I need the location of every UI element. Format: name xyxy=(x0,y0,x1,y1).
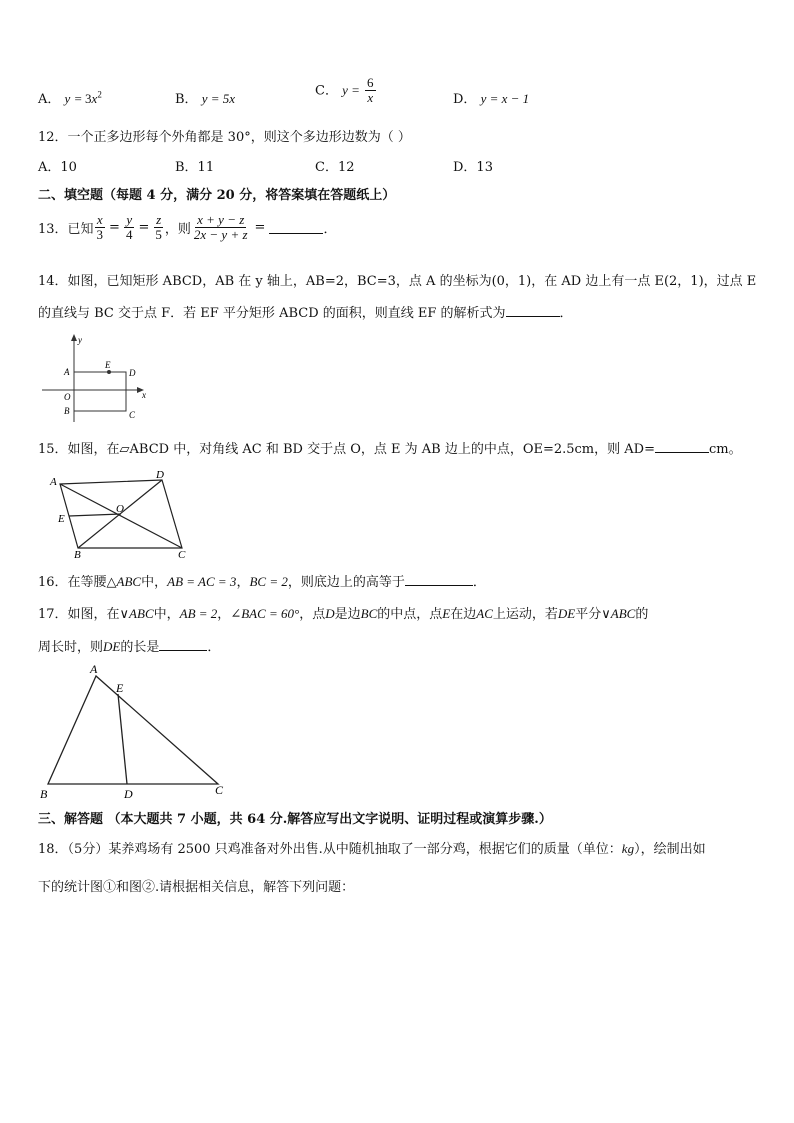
point-e xyxy=(107,370,111,374)
label-d: D xyxy=(156,470,164,481)
q18-line1-end: ），绘制出如 xyxy=(634,842,706,857)
fraction xyxy=(365,76,376,106)
fraction-denominator: x xyxy=(367,90,374,106)
q17-sep: ， xyxy=(217,607,231,622)
label-b: B xyxy=(74,549,81,560)
q12-question: 12．一个正多边形每个外角都是 30°，则这个多边形边数为（ ） xyxy=(38,130,411,145)
label-b: B xyxy=(40,787,48,800)
math-expr: y = 5x xyxy=(201,91,236,106)
label-o: O xyxy=(116,503,124,515)
fraction-denominator: 4 xyxy=(125,227,133,243)
section-heading-answers: 三、解答题 （本大题共 7 小题，共 64 分.解答应写出文字说明、证明过程或演算步骤.） xyxy=(38,812,552,827)
math-var: AC xyxy=(476,606,493,621)
label-o: O xyxy=(64,392,71,402)
label-e: E xyxy=(58,513,65,525)
answer-blank[interactable] xyxy=(405,573,473,586)
q16-end: ． xyxy=(472,575,486,590)
math-var: x xyxy=(91,91,98,106)
q18-line2: 下的统计图①和图②.请根据相关信息，解答下列问题： xyxy=(38,880,355,895)
q17-end: ． xyxy=(207,640,221,655)
label-a: A xyxy=(64,367,70,377)
q17-prefix: 17．如图，在 xyxy=(38,607,120,622)
fraction xyxy=(95,213,106,243)
q12-option-c: C．12 xyxy=(315,160,355,175)
math-expr: AB = AC = 3 xyxy=(167,574,237,589)
y-axis-arrow xyxy=(71,334,77,341)
q17-line2-prefix: 周长时，则 xyxy=(38,640,104,655)
q17-mid2: ，点 xyxy=(299,607,326,622)
q16-question xyxy=(38,571,486,590)
q12-option-b: B．11 xyxy=(175,160,215,175)
fraction xyxy=(124,213,135,243)
math-var: D xyxy=(325,606,335,621)
q17-mid1: 中， xyxy=(153,607,180,622)
q11-option-c xyxy=(315,76,377,106)
math-expr: AB = 2 xyxy=(179,606,218,621)
math-expr: △ABC xyxy=(106,574,142,589)
math-exponent: 2 xyxy=(97,89,102,100)
label-b: B xyxy=(64,406,70,416)
label-c: C xyxy=(178,549,186,560)
fraction-numerator: x + y − z xyxy=(197,212,245,227)
option-label: B． xyxy=(175,92,198,107)
math-var: E xyxy=(442,606,451,621)
q13-prefix: 13．已知 xyxy=(38,222,94,238)
equals-sign: = xyxy=(254,220,266,236)
answer-blank[interactable] xyxy=(655,440,709,453)
q14-figure xyxy=(38,332,158,426)
q17-mid3: 是边 xyxy=(334,607,361,622)
q15-end: cm。 xyxy=(708,442,742,457)
q16-mid1: 中， xyxy=(141,575,168,590)
q11-option-b xyxy=(175,88,235,107)
q11-option-a xyxy=(38,88,102,107)
math-var: y xyxy=(64,91,71,106)
rectangle-abcd xyxy=(74,372,126,411)
answer-blank[interactable] xyxy=(159,638,207,651)
answer-blank[interactable] xyxy=(269,221,323,234)
label-e: E xyxy=(105,360,111,370)
option-label: C． xyxy=(315,83,338,99)
math-expr: ∨ABC xyxy=(601,606,636,621)
label-x: x xyxy=(142,390,146,400)
math-expr: BC = 2 xyxy=(249,574,288,589)
q13-end: ． xyxy=(323,222,337,238)
label-d: D xyxy=(124,787,133,800)
q14-line1: 14．如图，已知矩形 ABCD，AB 在 y 轴上，AB=2，BC=3，点 A 的坐标为(0，1)，在 AD 边上有一点 E(2，1)，过点 E xyxy=(38,274,757,289)
label-y: y xyxy=(78,335,82,345)
q17-mid7: 平分 xyxy=(575,607,602,622)
option-label: A． xyxy=(38,92,61,107)
fraction-denominator: 5 xyxy=(155,227,162,243)
math-var: BC xyxy=(360,606,378,621)
q17-figure xyxy=(38,660,238,800)
section-heading-fill-in: 二、填空题（每题 4 分，满分 20 分，将答案填在答题纸上） xyxy=(38,188,396,203)
q15-figure xyxy=(46,470,196,560)
fraction-numerator: y xyxy=(126,212,133,227)
triangle-abc xyxy=(48,676,218,784)
q16-mid2: ，则底边上的高等于 xyxy=(287,575,405,590)
fraction-numerator: x xyxy=(96,212,103,227)
segment-eo xyxy=(69,514,121,516)
q18-line1 xyxy=(38,838,706,857)
q13-mid: ，则 xyxy=(164,222,191,238)
math-expr: y = xyxy=(342,82,360,98)
q17-line2-mid: 的长是 xyxy=(120,640,160,655)
label-d: D xyxy=(129,368,136,378)
q17-mid6: 上运动，若 xyxy=(492,607,558,622)
q11-option-d xyxy=(453,88,529,107)
q14-line2-text: 的直线与 BC 交于点 F．若 EF 平分矩形 ABCD 的面积，则直线 EF 的解析式为 xyxy=(38,306,506,321)
q18-line1-text: 18．（5分）某养鸡场有 2500 只鸡准备对外出售.从中随机抽取了一部分鸡，根据它们的质量（单位： xyxy=(38,842,622,857)
q12-option-a: A．10 xyxy=(38,160,77,175)
label-e: E xyxy=(116,681,124,695)
q17-mid8: 的 xyxy=(635,607,649,622)
q12-option-d: D．13 xyxy=(453,160,493,175)
q16-sep: ， xyxy=(236,575,250,590)
answer-blank[interactable] xyxy=(506,304,560,317)
q13-question: 13．已知 $\frac{x}{3}$ = $\frac{y}{4}$ = $\frac{z}{5}$ ，则 $\frac{x + y - z}{2x - y + z}$ = ． xyxy=(38,212,337,243)
q14-line2-end: ． xyxy=(559,306,573,321)
q17-line1 xyxy=(38,603,648,622)
label-c: C xyxy=(215,783,224,797)
fraction xyxy=(153,213,164,243)
math-var: DE xyxy=(557,606,576,621)
option-label: D． xyxy=(453,92,477,107)
math-unit: kg xyxy=(621,841,635,856)
math-var: DE xyxy=(103,639,121,654)
q17-mid4: 的中点，点 xyxy=(377,607,443,622)
math-expr: ∠BAC = 60° xyxy=(230,606,300,621)
q14-line2 xyxy=(38,302,573,321)
math-text: = 3 xyxy=(74,91,92,106)
segment-de xyxy=(118,694,127,784)
fraction-numerator: 6 xyxy=(367,75,374,90)
math-expr: ∨ABC xyxy=(119,606,154,621)
fraction-denominator: 3 xyxy=(96,227,104,243)
q16-prefix: 16．在等腰 xyxy=(38,575,107,590)
q17-line2 xyxy=(38,636,220,655)
fraction xyxy=(192,213,250,243)
q15-text: 15．如图，在▱ABCD 中，对角线 AC 和 BD 交于点 O，点 E 为 AB 边上的中点，OE=2.5cm，则 AD= xyxy=(38,442,655,457)
fraction-numerator: z xyxy=(156,212,162,227)
q15-question xyxy=(38,438,742,457)
label-a: A xyxy=(90,662,98,676)
label-a: A xyxy=(50,476,57,488)
fraction-denominator: 2x − y + z xyxy=(193,227,248,243)
label-c: C xyxy=(129,410,136,420)
math-expr: y = x − 1 xyxy=(480,91,530,106)
q17-mid5: 在边 xyxy=(450,607,477,622)
